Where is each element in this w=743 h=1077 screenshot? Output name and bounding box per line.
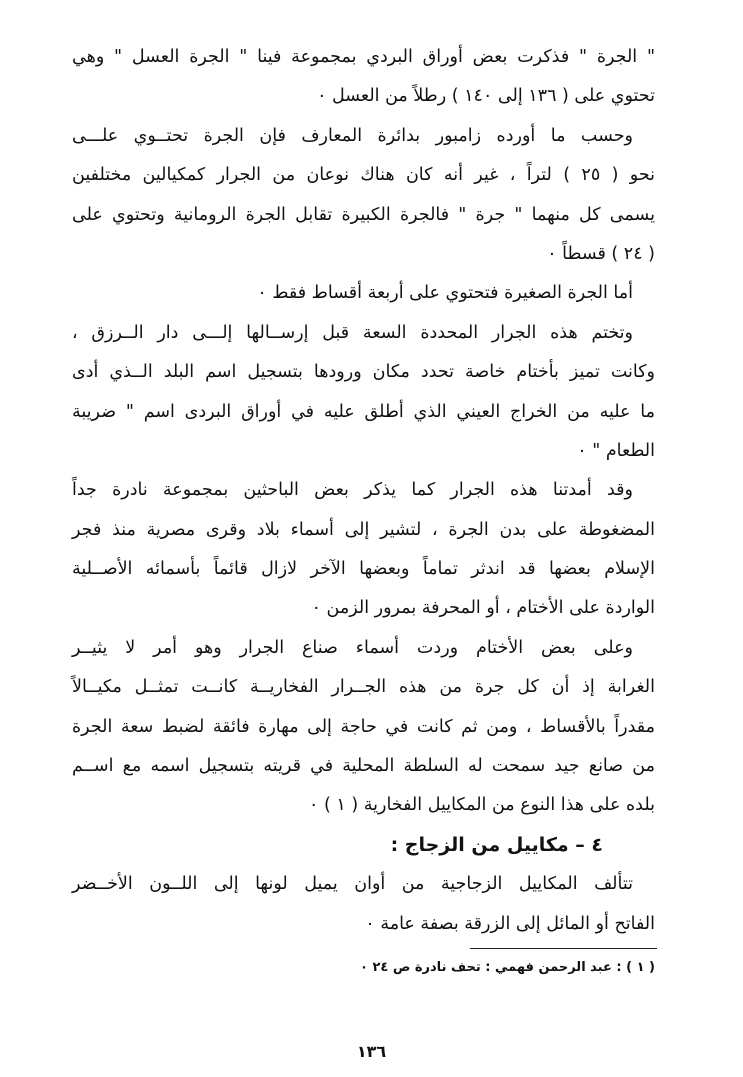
- text-line: وعلى بعض الأختام وردت أسماء صناع الجرار وهو أمر لا يثيــر: [72, 637, 633, 658]
- text-line: " الجرة " فذكرت بعض أوراق البردي بمجموعة فينا " الجرة العسل " وهي: [72, 47, 655, 67]
- body-text: [72, 38, 655, 944]
- text-line: الغرابة إذ أن كل جرة من هذه الجــرار الفخاريــة كانــت تمثــل مكيــالاً: [72, 677, 655, 698]
- text-line: مقدراً بالأقساط ، ومن ثم كانت في حاجة إلى مهارة فائقة لضبط سعة الجرة: [72, 716, 655, 737]
- text-line: وقد أمدتنا هذه الجرار كما يذكر بعض الباحثين بمجموعة نادرة جداً: [72, 480, 633, 501]
- page-number: ١٣٦: [356, 1042, 387, 1061]
- footnote: ( ١ ) : عبد الرحمن فهمي : تحف نادرة ص ٢٤ ٠: [359, 960, 655, 975]
- text-line: وكانت تميز بأختام خاصة تحدد مكان ورودها بتسجيل اسم البلد الــذي أدى: [72, 362, 655, 383]
- text-line: وحسب ما أورده زامبور بدائرة المعارف فإن الجرة تحتــوي علـــى: [72, 125, 633, 146]
- text-line: الفاتح أو المائل إلى الزرقة بصفة عامة ٠: [365, 913, 655, 934]
- text-line: ما عليه من الخراج العيني الذي أطلق عليه في أوراق البردى اسم " ضريبة: [72, 401, 655, 422]
- section-heading: ٤ – مكاييل من الزجاج :: [390, 833, 603, 856]
- text-line: من صانع جيد سمحت له السلطة المحلية في قريته بتسجيل اسمه مع اســم: [72, 756, 655, 777]
- text-line: المضغوطة على بدن الجرة ، لتشير إلى أسماء بلاد وقرى مصرية منذ فجر: [72, 519, 655, 540]
- text-line: الواردة على الأختام ، أو المحرفة بمرور الزمن ٠: [311, 598, 655, 619]
- text-line: تحتوي على ( ١٣٦ إلى ١٤٠ ) رطلاً من العسل ٠: [317, 86, 655, 107]
- text-line: الطعام " ٠: [577, 440, 655, 461]
- text-line: ( ٢٤ ) قسطاً ٠: [547, 243, 655, 264]
- text-line: بلده على هذا النوع من المكاييل الفخارية ( ١ ) ٠: [309, 795, 655, 816]
- text-line: وتختم هذه الجرار المحددة السعة قبل إرســالها إلـــى دار الــرزق ،: [72, 322, 633, 343]
- text-line: نحو ( ٢٥ ) لتراً ، غير أنه كان هناك نوعان من الجرار كمكيالين مختلفين: [72, 165, 655, 186]
- text-line: أما الجرة الصغيرة فتحتوي على أربعة أقساط فقط ٠: [257, 283, 633, 304]
- text-line: الإسلام بعضها قد اندثر تماماً وبعضها الآخر لازال قائماً بأسمائه الأصــلية: [72, 559, 655, 580]
- text-line: يسمى كل منهما " جرة " فالجرة الكبيرة تقابل الجرة الرومانية وتحتوي على: [72, 204, 655, 225]
- footnote-divider: [470, 948, 657, 949]
- text-line: تتألف المكاييل الزجاجية من أوان يميل لونها إلى اللــون الأخــضر: [72, 874, 633, 895]
